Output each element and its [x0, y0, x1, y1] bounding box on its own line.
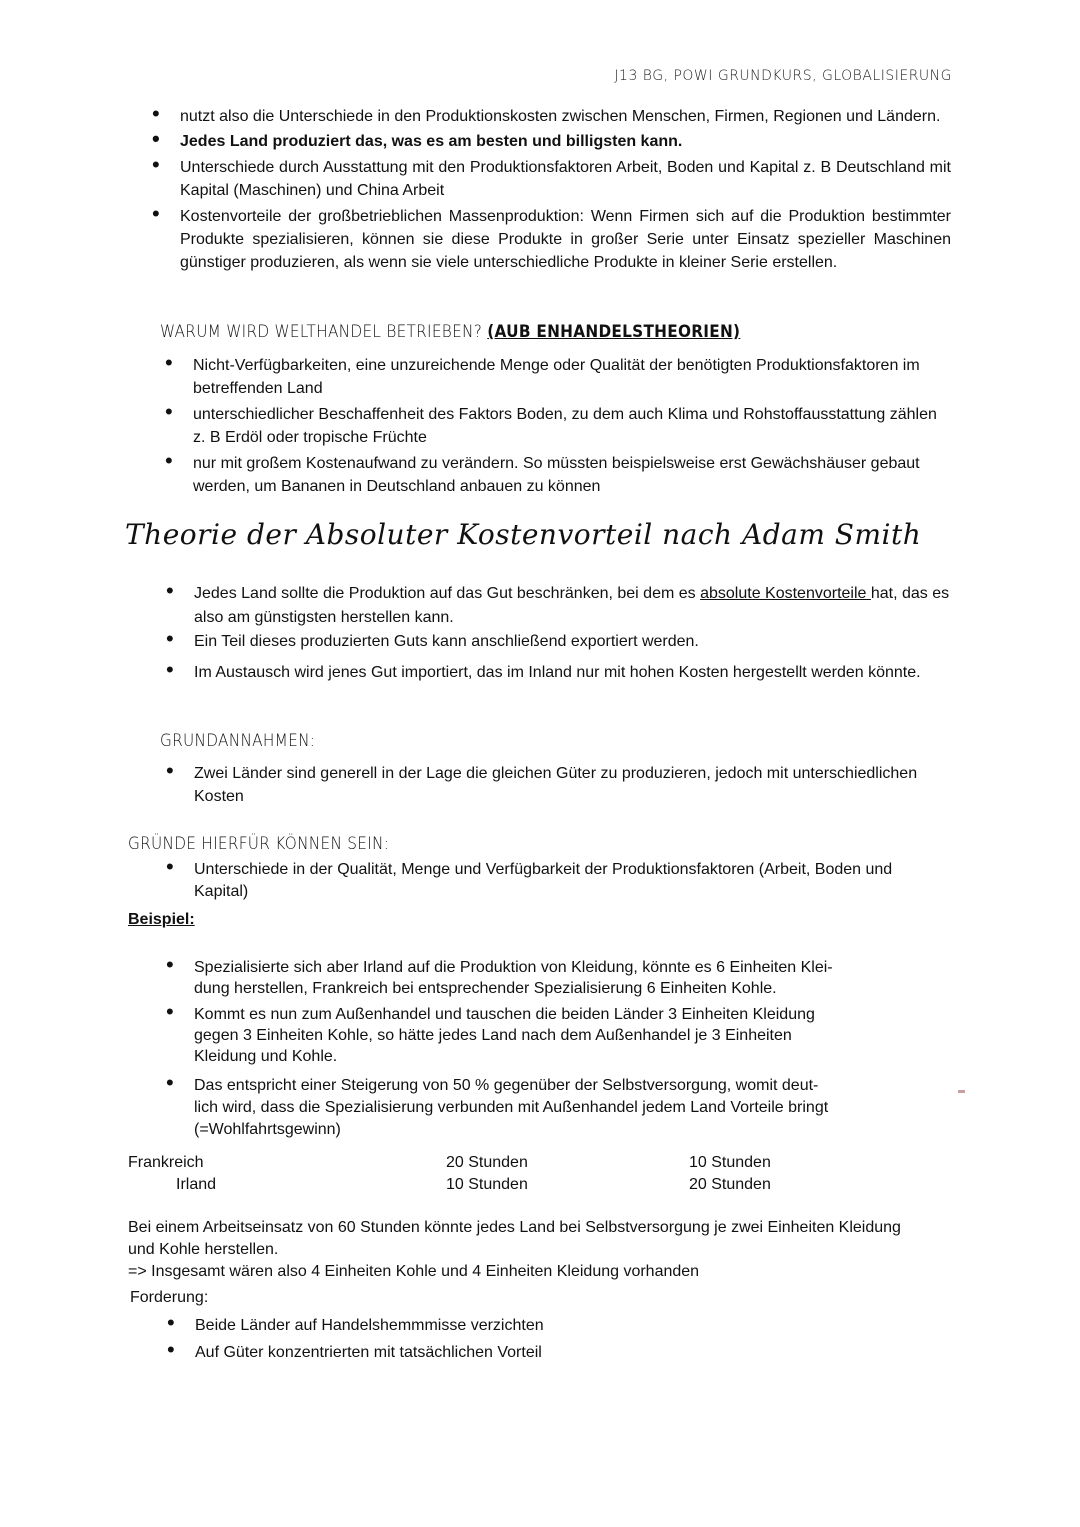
table-cell: 20 Stunden [689, 1176, 771, 1193]
demand-label: Forderung: [130, 1289, 209, 1306]
list-item: • Ein Teil dieses produzierten Guts kann anschließend exportiert werden. [194, 630, 954, 654]
list-item: • nutzt also die Unterschiede in den Produktionskosten zwischen Menschen, Firmen, Regionen und Ländern. [180, 105, 951, 128]
table-cell: 10 Stunden [446, 1176, 528, 1193]
table-cell: 10 Stunden [689, 1154, 771, 1171]
list-item: • Nicht-Verfügbarkeiten, eine unzureichende Menge oder Qualität der benötigten Produktionsfaktoren im betreffenden Land [193, 354, 953, 400]
conclusion-line: => Insgesamt wären also 4 Einheiten Kohle und 4 Einheiten Kleidung vorhanden [128, 1263, 700, 1280]
list-item [194, 1004, 914, 1067]
example-bullet-list [194, 957, 914, 1141]
why-bullet-list [193, 354, 953, 498]
list-item: • Zwei Länder sind generell in der Lage die gleichen Güter zu produzieren, jedoch mit unterschiedlichen Kosten [194, 762, 954, 808]
table-cell-country: Frankreich [128, 1154, 204, 1171]
bullet-text: hat, das es also am günstigsten herstellen kann. [194, 585, 950, 626]
theory-bullet-list [194, 582, 954, 683]
list-item: • Auf Güter konzentrierten mit tatsächlichen Vorteil [195, 1341, 895, 1364]
demand-bullet-list [195, 1314, 895, 1364]
bullet-line: • Kommt es nun zum Außenhandel und tauschen die beiden Länder 3 Einheiten Kleidung [194, 1006, 815, 1023]
intro-bullet-list [180, 105, 951, 274]
heading-subtitle: (AUB ENHANDELSTHEORIEN) [487, 322, 741, 342]
bullet-line: Kleidung und Kohle. [194, 1048, 338, 1065]
theory-title: Theorie der Absoluter Kostenvorteil nach Adam Smith [125, 518, 922, 551]
list-item [194, 582, 954, 630]
bullet-line: gegen 3 Einheiten Kohle, so hätte jedes Land nach dem Außenhandel je 3 Einheiten [194, 1027, 792, 1044]
section-heading-assumptions: GRUNDANNAHMEN: [160, 731, 316, 751]
bullet-line: (=Wohlfahrtsgewinn) [194, 1121, 341, 1138]
stray-mark [958, 1090, 965, 1093]
table-cell: 20 Stunden [446, 1154, 528, 1171]
list-item: • Kostenvorteile der großbetrieblichen Massenproduktion: Wenn Firmen sich auf die Produktion bestimmter Produkte spezialisieren, können sie diese Produkte in großer Serie unter Einsatz spezieller Maschinen günstiger produzieren, als wenn sie viele unterschiedliche Produkte in kleiner Serie erstellen. [180, 205, 951, 274]
section-heading-why [160, 322, 740, 342]
list-item [194, 1075, 914, 1141]
example-label: Beispiel: [128, 911, 195, 928]
bullet-line: lich wird, dass die Spezialisierung verbunden mit Außenhandel jedem Land Vorteile bringt [194, 1099, 829, 1116]
list-item: • Unterschiede durch Ausstattung mit den Produktionsfaktoren Arbeit, Boden und Kapital z. B Deutschland mit Kapital (Maschinen) und China Arbeit [180, 156, 951, 202]
list-item: • Im Austausch wird jenes Gut importiert, das im Inland nur mit hohen Kosten hergestellt werden könnte. [194, 662, 954, 683]
list-item: • Jedes Land produziert das, was es am besten und billigsten kann. [180, 130, 951, 153]
assumptions-bullet-list [194, 762, 954, 808]
paragraph-line: Bei einem Arbeitseinsatz von 60 Stunden könnte jedes Land bei Selbstversorgung je zwei Einheiten Kleidung [128, 1219, 901, 1236]
list-item: • unterschiedlicher Beschaffenheit des Faktors Boden, zu dem auch Klima und Rohstoffausstattung zählen z. B Erdöl oder tropische Früchte [193, 403, 953, 449]
page-header: J13 BG, POWI GRUNDKURS, GLOBALISIERUNG [614, 68, 952, 84]
list-item: • nur mit großem Kostenaufwand zu verändern. So müssten beispielsweise erst Gewächshäuser gebaut werden, um Bananen in Deutschland anbauen zu können [193, 452, 953, 498]
bullet-text: Jedes Land sollte die Produktion auf das Gut beschränken, bei dem es [194, 585, 701, 602]
reasons-bullet-list [194, 859, 894, 903]
underlined-term: absolute Kostenvorteile [700, 585, 871, 602]
table-cell-country: Irland [176, 1176, 217, 1193]
paragraph [128, 1217, 958, 1261]
list-item [194, 957, 914, 999]
list-item: • Unterschiede in der Qualität, Menge und Verfügbarkeit der Produktionsfaktoren (Arbeit, Boden und Kapital) [194, 859, 894, 903]
section-heading-reasons: GRÜNDE HIERFÜR KÖNNEN SEIN: [128, 834, 390, 854]
bullet-line: dung herstellen, Frankreich bei entsprechender Spezialisierung 6 Einheiten Kohle. [194, 980, 777, 997]
list-item: • Beide Länder auf Handelshemmmisse verzichten [195, 1314, 895, 1337]
paragraph-line: und Kohle herstellen. [128, 1241, 279, 1258]
bullet-line: • Spezialisierte sich aber Irland auf die Produktion von Kleidung, könnte es 6 Einheiten Klei- [194, 959, 833, 976]
heading-text: WARUM WIRD WELTHANDEL BETRIEBEN? [160, 322, 483, 342]
bullet-line: • Das entspricht einer Steigerung von 50 % gegenüber der Selbstversorgung, womit deut- [194, 1077, 819, 1094]
